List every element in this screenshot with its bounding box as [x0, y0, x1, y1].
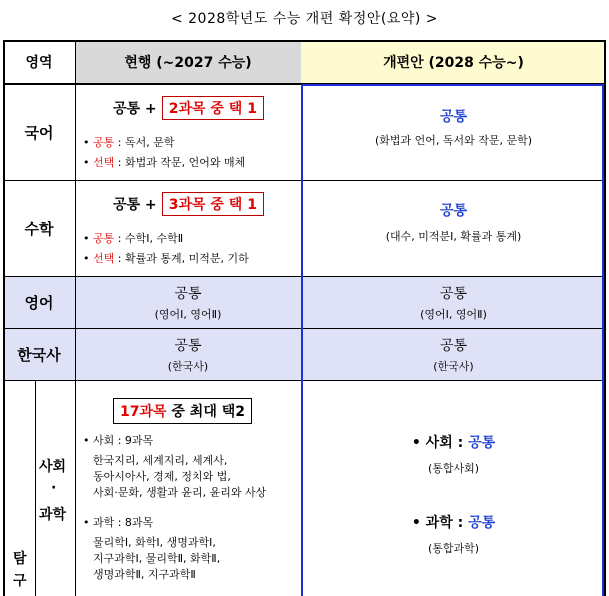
row-label-english: 영어	[24, 293, 54, 312]
korean-common-label: 공통 +	[113, 101, 157, 117]
korean-current: 공통 + 2과목 중 택 1 • 공통 : 독서, 문학 • 선택 : 화법과 작문, 언어와 매체	[75, 84, 301, 180]
math-bullet2-text: : 확률과 통계, 미적분, 기하	[117, 252, 249, 265]
page-title: < 2028학년도 수능 개편 확정안(요약) >	[170, 11, 439, 27]
row-label-inquiry	[3, 380, 35, 596]
science-line-3: 생명과학Ⅱ, 지구과학Ⅱ	[93, 568, 196, 581]
math-current: 공통 + 3과목 중 택 1 • 공통 : 수학Ⅰ, 수학Ⅱ • 선택 : 확률과 통계, 미적분, 기하	[75, 180, 301, 276]
row-label-korean: 국어	[24, 123, 54, 142]
reform-table	[3, 40, 606, 596]
korean-reform-sub: (화법과 언어, 독서와 작문, 문학)	[374, 134, 533, 147]
science-line-2: 지구과학Ⅰ, 물리학Ⅱ, 화학Ⅱ,	[93, 552, 221, 565]
row-label-history: 한국사	[17, 345, 61, 364]
table-right-border	[604, 40, 606, 596]
inquiry-choice-rest: 중 최대 택2	[171, 404, 245, 420]
science-head: • 과학 : 8과목	[83, 516, 154, 529]
reform-social-label: • 사회 :	[411, 435, 464, 451]
social-line-2: 동아시아사, 경제, 정치와 법,	[93, 470, 231, 483]
korean-choice-box: 2과목 중 택 1	[162, 96, 264, 120]
science-line-1: 물리학Ⅰ, 화학Ⅰ, 생명과학Ⅰ,	[93, 536, 216, 549]
english-current-sub: (영어Ⅰ, 영어Ⅱ)	[154, 308, 222, 321]
history-current-title: 공통	[174, 338, 202, 354]
reform-column-outline	[301, 84, 604, 596]
inquiry-outer-label-2: 구	[13, 573, 27, 589]
reform-social-value: 공통	[468, 435, 496, 451]
korean-bullet2-text: : 화법과 작문, 언어와 매체	[117, 156, 246, 169]
inquiry-choice-count: 17과목	[120, 404, 167, 420]
social-line-3: 사회·문화, 생활과 윤리, 윤리와 사상	[93, 486, 267, 499]
inquiry-inner-label-1: 사회	[39, 459, 67, 475]
math-common-label: 공통 +	[113, 197, 157, 213]
row-label-social-science	[35, 380, 75, 596]
math-bullet2-key: 선택	[93, 252, 115, 265]
korean-reform-title: 공통	[439, 109, 468, 125]
history-current-sub: (한국사)	[167, 360, 209, 373]
social-head: • 사회 : 9과목	[83, 434, 154, 447]
reform-science-sub: (통합과학)	[427, 542, 480, 555]
english-reform-sub: (영어Ⅰ, 영어Ⅱ)	[420, 308, 487, 321]
history-current	[75, 328, 301, 380]
korean-bullet2-key: 선택	[93, 156, 115, 169]
korean-bullet1-text: : 독서, 문학	[117, 136, 175, 149]
col-divider	[75, 40, 76, 380]
header-reform: 개편안 (2028 수능~)	[383, 55, 524, 71]
math-reform-title: 공통	[439, 203, 468, 219]
reform-science-label: • 과학 :	[411, 515, 464, 531]
header-area: 영역	[25, 55, 53, 71]
reform-social-sub: (통합사회)	[427, 462, 480, 475]
table-top-border	[3, 40, 606, 42]
social-line-1: 한국지리, 세계지리, 세계사,	[93, 454, 228, 467]
math-choice-box: 3과목 중 택 1	[162, 192, 264, 216]
table-left-border	[3, 40, 5, 596]
english-current-title: 공통	[174, 286, 202, 302]
math-bullet1-text: : 수학Ⅰ, 수학Ⅱ	[117, 232, 184, 245]
history-reform-title: 공통	[439, 338, 468, 354]
reform-science-value: 공통	[468, 515, 496, 531]
inquiry-current	[75, 380, 301, 596]
english-current	[75, 276, 301, 328]
col-divider	[75, 380, 76, 596]
row-label-math: 수학	[24, 219, 54, 238]
math-bullet1-key: 공통	[93, 232, 115, 245]
inquiry-inner-label-2: 과학	[39, 507, 67, 523]
history-reform-sub: (한국사)	[433, 360, 474, 373]
inquiry-inner-dot: ·	[51, 480, 57, 496]
english-reform-title: 공통	[439, 286, 468, 302]
col-divider	[35, 380, 36, 596]
header-current: 현행 (~2027 수능)	[124, 55, 252, 71]
inquiry-choice-box	[113, 398, 252, 424]
korean-bullet1-key: 공통	[93, 136, 115, 149]
inquiry-outer-label-1: 탐	[13, 551, 27, 567]
math-reform-sub: (대수, 미적분Ⅰ, 확률과 통계)	[385, 230, 522, 243]
